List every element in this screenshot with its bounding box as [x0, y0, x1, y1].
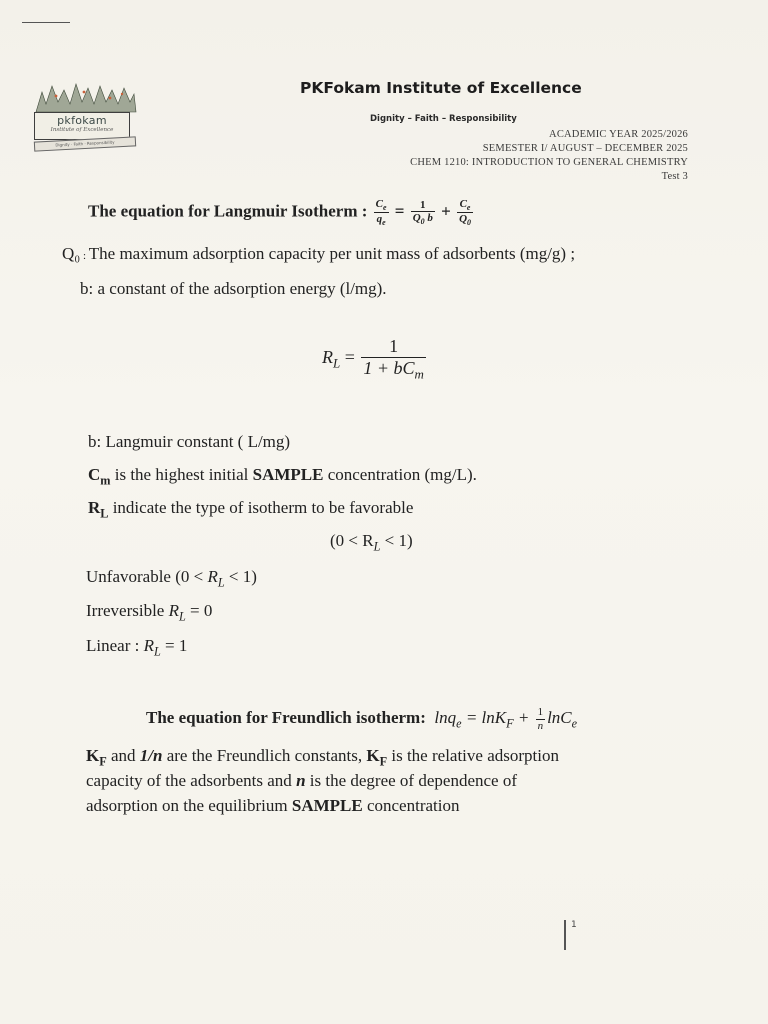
- fraction-ce-q0: $\frac{C_e}{Q_0}$: [459, 198, 471, 228]
- rl-definition: $R_L$ indicate the type of isotherm to be favorable: [88, 498, 414, 521]
- page-number: 1: [564, 920, 577, 950]
- academic-year: ACADEMIC YEAR 2025/2026: [549, 129, 688, 140]
- case-linear: Linear : $R_L = 1$: [86, 636, 188, 659]
- institute-motto: Dignity – Faith – Responsibility: [370, 114, 517, 124]
- q0-definition: Q₀ : The maximum adsorption capacity per unit mass of adsorbents (mg/g) ;: [62, 244, 576, 263]
- semester: SEMESTER I/ AUGUST – DECEMBER 2025: [482, 143, 688, 154]
- b-definition: b: a constant of the adsorption energy (l/mg).: [80, 279, 387, 298]
- langmuir-equation: The equation for Langmuir Isotherm : $\frac{C_e}{q_e}$ = $\frac{1}{Q_0 b}$ + $\frac{C_e}{Q_0}$: [88, 198, 471, 228]
- q0-symbol: Q₀: [62, 244, 81, 263]
- rl-equation: $R_L$ = $\frac{1}{1 + bC_m}$: [322, 336, 424, 382]
- freundlich-paragraph-line-2: capacity of the adsorbents and n is the degree of dependence of: [86, 771, 517, 790]
- favorable-range: $(0 < R_L < 1)$: [330, 531, 413, 554]
- freundlich-paragraph-line-1: $K_F$ and 1/n are the Freundlich constants, $K_F$ is the relative adsorption: [86, 746, 559, 769]
- langmuir-label: The equation for Langmuir Isotherm :: [88, 201, 368, 221]
- fraction-1-q0b: $\frac{1}{Q_0 b}$: [412, 198, 433, 227]
- logo-tagline: Institute of Excellence: [50, 127, 114, 133]
- logo-name: pkfokam: [57, 114, 107, 127]
- q0-text: The maximum adsorption capacity per unit mass of adsorbents (mg/g) ;: [88, 244, 576, 263]
- course-title: CHEM 1210: INTRODUCTION TO GENERAL CHEMISTRY: [410, 157, 688, 168]
- b-langmuir-constant: b: Langmuir constant ( L/mg): [88, 432, 291, 451]
- freundlich-paragraph-line-3: adsorption on the equilibrium SAMPLE concentration: [86, 796, 460, 815]
- test-label: Test 3: [661, 171, 688, 182]
- logo-motto-band: Dignity · Faith · Responsibility: [34, 136, 136, 151]
- case-unfavorable: Unfavorable $(0 < R_L < 1)$: [86, 567, 257, 590]
- rl-symbol: $R_L$: [322, 347, 341, 371]
- edge-mark: [22, 22, 70, 23]
- case-irreversible: Irreversible $R_L = 0$: [86, 601, 213, 624]
- fraction-ce-qe: $\frac{C_e}{q_e}$: [375, 198, 387, 228]
- rl-denominator: $1 + bC_m$: [363, 357, 424, 382]
- tree-crown-icon: [32, 82, 138, 114]
- freundlich-label: The equation for Freundlich isotherm:: [146, 708, 426, 728]
- freundlich-equation: The equation for Freundlich isotherm: lnq$_e$ = lnK$_F$ + $\frac{1}{n}$ lnC$_e$: [146, 706, 578, 732]
- logo-name-box: [34, 112, 130, 140]
- course-meta: [410, 128, 688, 184]
- institute-title: PKFokam Institute of Excellence: [300, 79, 582, 97]
- rl-fraction: [361, 336, 426, 382]
- cm-definition: $C_m$ is the highest initial SAMPLE concentration (mg/L).: [88, 465, 477, 488]
- institute-logo: [30, 82, 140, 154]
- rl-numerator: 1: [389, 336, 399, 356]
